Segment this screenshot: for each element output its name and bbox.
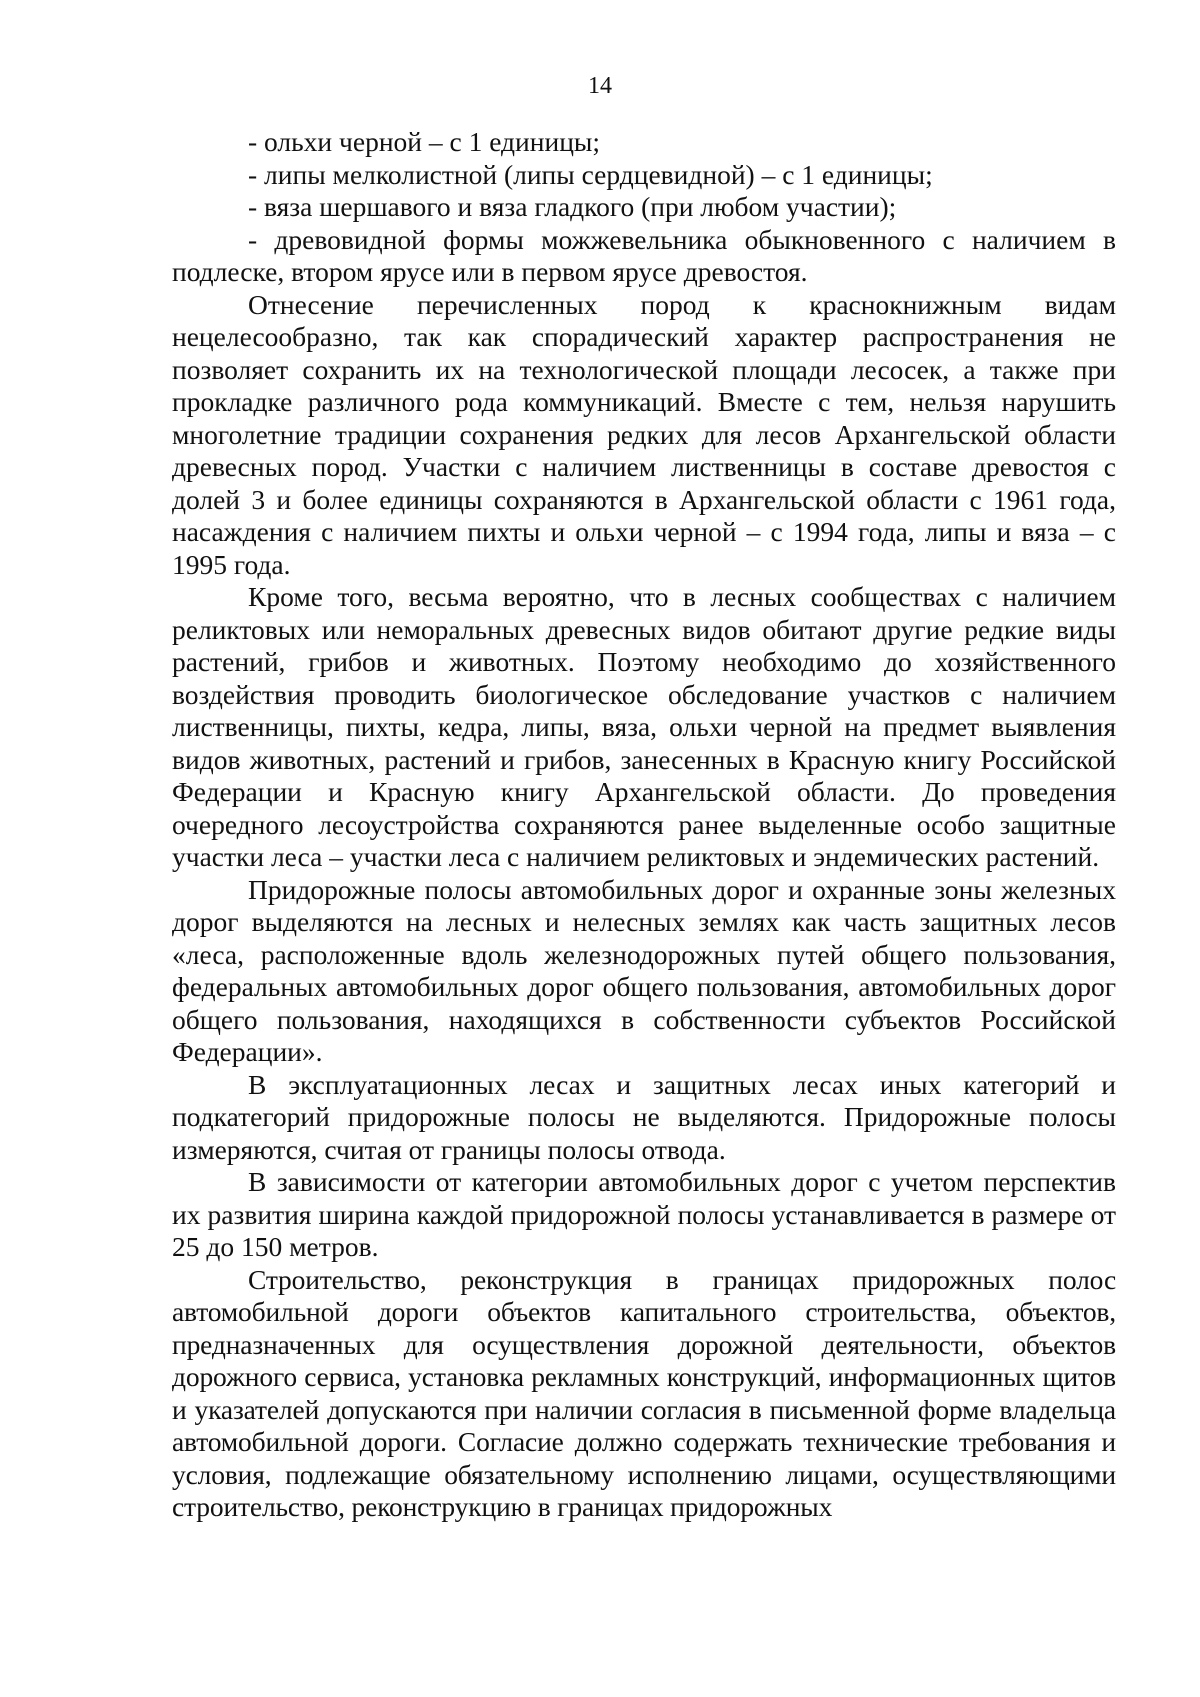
document-body [172,126,1116,1524]
list-item-alder: - ольхи черной – с 1 единицы; [248,126,601,157]
paragraph-construction: Строительство, реконструкция в границах придорожных полос автомобильной дороги объектов капитального строительства, объектов, предназначенных для осуществления дорожной деятельности, объектов дорожного сервиса, установка рекламных конструкций, информационных щитов и указателей допускаются при наличии согласия в письменной форме владельца автомобильной дороги. Согласие должно содержать технические требования и условия, подлежащие обязательному исполнению лицами, осуществляющими строительство, реконструкцию в границах придорожных [172,1263,1116,1522]
list-item-juniper: - древовидной формы можжевельника обыкновенного с наличием в подлеске, втором ярусе или в первом ярусе древостоя. [172,223,1116,287]
paragraph-exploitation-forests: В эксплуатационных лесах и защитных лесах иных категорий и подкатегорий придорожные полосы не выделяются. Придорожные полосы измеряются, считая от границы полосы отвода. [172,1068,1116,1165]
list-item-elm: - вяза шершавого и вяза гладкого (при любом участии); [248,191,897,222]
paragraph-biological-survey: Кроме того, весьма вероятно, что в лесных сообществах с наличием реликтовых или неморальных древесных видов обитают другие редкие виды растений, грибов и животных. Поэтому необходимо до хозяйственного воздействия проводить биологическое обследование участков с наличием лиственницы, пихты, кедра, липы, вяза, ольхи черной на предмет выявления видов животных, растений и грибов, занесенных в Красную книгу Российской Федерации и Красную книгу Архангельской области. До проведения очередного лесоустройства сохраняются ранее выделенные особо защитные участки леса – участки леса с наличием реликтовых и эндемических растений. [172,581,1116,872]
page-number: 14 [588,73,612,99]
paragraph-rare-species: Отнесение перечисленных пород к краснокнижным видам нецелесообразно, так как спорадический характер распространения не позволяет сохранить их на технологической площади лесосек, а также при прокладке различного рода коммуникаций. Вместе с тем, нельзя нарушить многолетние традиции сохранения редких для лесов Архангельской области древесных пород. Участки с наличием лиственницы в составе древостоя с долей 3 и более единицы сохраняются в Архангельской области с 1961 года, насаждения с наличием пихты и ольхи черной – с 1994 года, липы и вяза – с 1995 года. [172,288,1116,580]
list-item-linden: - липы мелколистной (липы сердцевидной) – с 1 единицы; [248,158,933,190]
paragraph-strip-width: В зависимости от категории автомобильных дорог с учетом перспектив их развития ширина каждой придорожной полосы устанавливается в размере от 25 до 150 метров. [172,1166,1116,1262]
paragraph-roadside-strips: Придорожные полосы автомобильных дорог и охранные зоны железных дорог выделяются на лесных и нелесных землях как часть защитных лесов «леса, расположенные вдоль железнодорожных путей общего пользования, федеральных автомобильных дорог общего пользования, автомобильных дорог общего пользования, находящихся в собственности субъектов Российской Федерации». [172,873,1116,1067]
